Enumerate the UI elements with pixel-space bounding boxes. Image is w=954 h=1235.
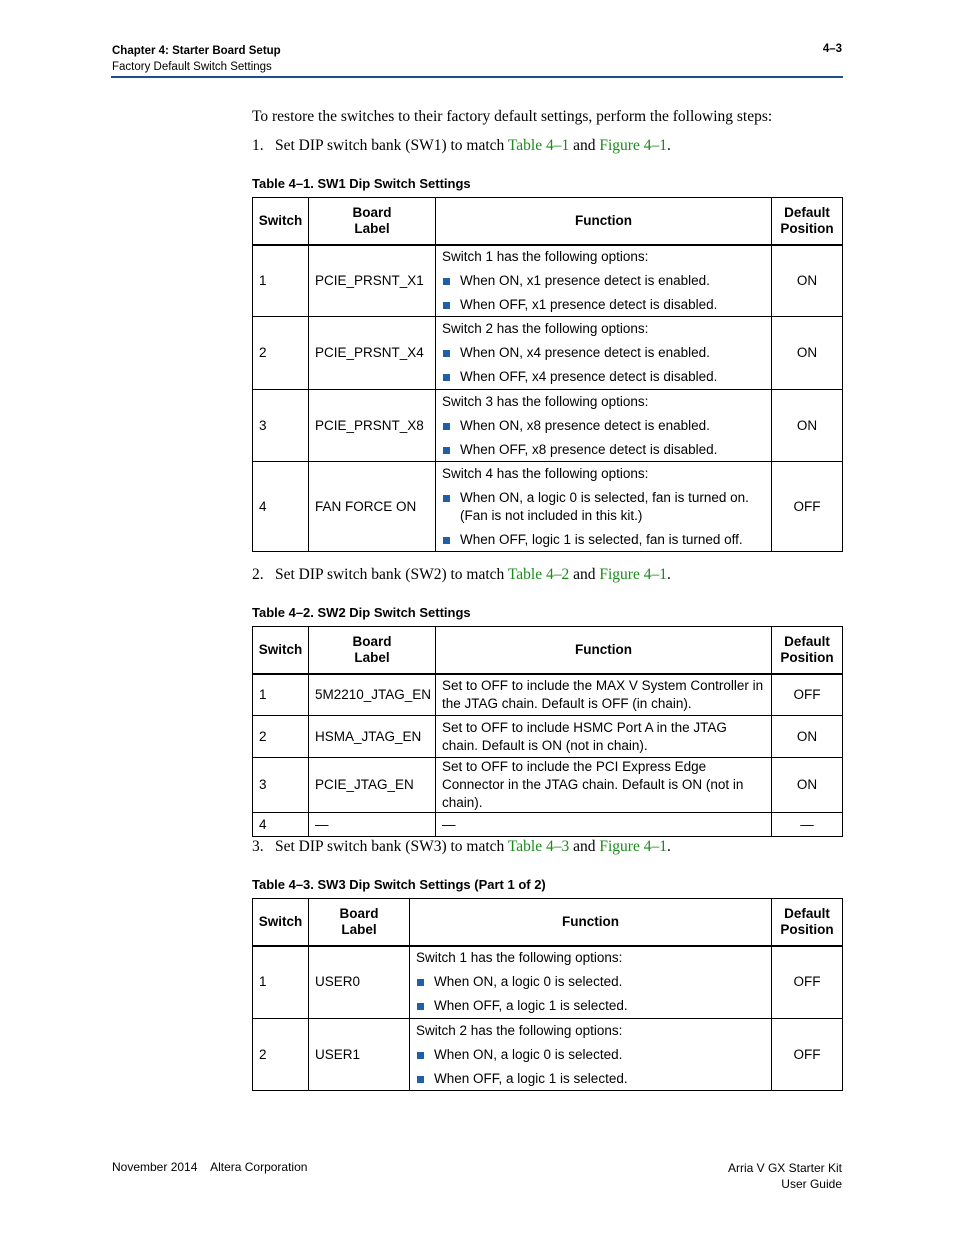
label-cell: HSMA_JTAG_EN	[309, 716, 436, 758]
bullet-square-icon	[443, 350, 450, 357]
switch-cell: 1	[253, 674, 309, 716]
footer-right	[728, 1160, 842, 1192]
table-caption: Table 4–3. SW3 Dip Switch Settings (Part 1 of 2)	[252, 877, 546, 892]
default-cell: ON	[772, 716, 843, 758]
header-rule	[111, 76, 843, 78]
figure-link[interactable]: Figure 4–1	[599, 137, 667, 154]
footer-left	[112, 1160, 317, 1174]
function-cell	[436, 462, 772, 552]
bullet-item: When OFF, x8 presence detect is disabled.	[442, 441, 765, 459]
table-row	[253, 674, 843, 716]
step-text: and	[569, 566, 600, 583]
table-row	[253, 317, 843, 390]
function-intro: Switch 2 has the following options:	[416, 1022, 623, 1038]
col-header-function: Function	[436, 627, 772, 674]
function-cell	[436, 317, 772, 390]
running-header	[112, 43, 281, 75]
section-title: Factory Default Switch Settings	[112, 61, 272, 73]
function-cell: Set to OFF to include the MAX V System Controller in the JTAG chain. Default is OFF (in chain).	[436, 674, 772, 716]
bullet-square-icon	[443, 447, 450, 454]
step-text: .	[666, 137, 671, 154]
table-link[interactable]: Table 4–2	[507, 566, 570, 583]
table-row	[253, 1019, 843, 1091]
default-cell: ON	[772, 317, 843, 390]
col-header-board-label: Board Label	[309, 627, 436, 674]
footer-product: Arria V GX Starter Kit	[727, 1161, 842, 1175]
switch-cell: 2	[253, 317, 309, 390]
label-cell: PCIE_PRSNT_X8	[309, 390, 436, 462]
table-header-row	[253, 899, 843, 946]
table-row	[253, 813, 843, 837]
table-row	[253, 462, 843, 552]
default-cell: OFF	[772, 674, 843, 716]
step-1	[252, 137, 671, 155]
step-text: Set DIP switch bank (SW2) to match	[275, 566, 508, 583]
function-cell	[410, 946, 772, 1019]
function-cell: Set to OFF to include the PCI Express Edge Connector in the JTAG chain. Default is ON (not in chain).	[436, 758, 772, 813]
bullet-square-icon	[417, 1052, 424, 1059]
col-header-board-label: Board Label	[309, 198, 436, 245]
function-cell	[436, 245, 772, 317]
table-link[interactable]: Table 4–1	[507, 137, 570, 154]
sw1-table	[252, 197, 843, 552]
function-intro: Switch 1 has the following options:	[416, 950, 623, 966]
table-link[interactable]: Table 4–3	[507, 838, 570, 855]
switch-cell: 2	[253, 716, 309, 758]
footer-doc-type: User Guide	[781, 1177, 842, 1191]
switch-cell: 3	[253, 390, 309, 462]
label-cell: PCIE_JTAG_EN	[309, 758, 436, 813]
table-row	[253, 390, 843, 462]
col-header-function: Function	[410, 899, 772, 946]
footer-date: November 2014	[112, 1160, 198, 1174]
switch-cell: 1	[253, 245, 309, 317]
function-intro: Switch 3 has the following options:	[442, 393, 649, 409]
col-header-function: Function	[436, 198, 772, 245]
label-cell: PCIE_PRSNT_X1	[309, 245, 436, 317]
function-cell: Set to OFF to include HSMC Port A in the JTAG chain. Default is ON (not in chain).	[436, 716, 772, 758]
function-intro: Switch 2 has the following options:	[442, 321, 649, 336]
step-text: .	[666, 566, 671, 583]
bullet-item: When ON, x4 presence detect is enabled.	[442, 344, 765, 362]
step-3	[252, 838, 671, 856]
col-header-default: Default Position	[772, 198, 843, 245]
function-cell: —	[436, 813, 772, 837]
bullet-item: When ON, x1 presence detect is enabled.	[442, 272, 765, 290]
table-caption: Table 4–2. SW2 Dip Switch Settings	[252, 605, 471, 620]
step-number: 3.	[252, 838, 264, 855]
bullet-item: When OFF, a logic 1 is selected.	[416, 1070, 765, 1088]
col-header-default: Default Position	[772, 627, 843, 674]
col-header-switch: Switch	[253, 198, 309, 245]
bullet-square-icon	[443, 374, 450, 381]
bullet-square-icon	[443, 537, 450, 544]
step-text: and	[569, 137, 600, 154]
table-row	[253, 946, 843, 1019]
label-cell: 5M2210_JTAG_EN	[309, 674, 436, 716]
bullet-square-icon	[443, 278, 450, 285]
default-cell: OFF	[772, 1019, 843, 1091]
bullet-item: When OFF, x1 presence detect is disabled.	[442, 296, 765, 314]
footer-company: Altera Corporation	[210, 1160, 308, 1174]
switch-cell: 3	[253, 758, 309, 813]
bullet-square-icon	[443, 423, 450, 430]
default-cell: OFF	[772, 946, 843, 1019]
step-number: 1.	[252, 137, 264, 154]
intro-paragraph: To restore the switches to their factory default settings, perform the following steps:	[252, 108, 773, 125]
function-intro: Switch 1 has the following options:	[442, 248, 649, 264]
step-text: and	[569, 838, 600, 855]
table-header-row	[253, 627, 843, 674]
label-cell: USER0	[309, 946, 410, 1019]
table-row	[253, 716, 843, 758]
function-intro: Switch 4 has the following options:	[442, 465, 649, 481]
bullet-square-icon	[443, 495, 450, 502]
chapter-title: Chapter 4: Starter Board Setup	[112, 45, 281, 57]
sw2-table	[252, 626, 843, 837]
step-2	[252, 566, 671, 584]
switch-cell: 4	[253, 462, 309, 552]
bullet-square-icon	[417, 1076, 424, 1083]
default-cell: OFF	[772, 462, 843, 552]
function-cell	[436, 390, 772, 462]
default-cell: —	[772, 813, 843, 837]
step-number: 2.	[252, 566, 264, 583]
bullet-item: When ON, a logic 0 is selected.	[416, 1046, 765, 1064]
bullet-item: When ON, a logic 0 is selected, fan is turned on. (Fan is not included in this kit.)	[442, 489, 765, 525]
switch-cell: 4	[253, 813, 309, 837]
label-cell: —	[309, 813, 436, 837]
default-cell: ON	[772, 758, 843, 813]
col-header-switch: Switch	[253, 899, 309, 946]
switch-cell: 2	[253, 1019, 309, 1091]
bullet-item: When ON, a logic 0 is selected.	[416, 973, 765, 991]
bullet-square-icon	[417, 979, 424, 986]
bullet-item: When OFF, x4 presence detect is disabled.	[442, 368, 765, 386]
sw3-table	[252, 898, 843, 1091]
default-cell: ON	[772, 390, 843, 462]
step-text: Set DIP switch bank (SW3) to match	[275, 838, 508, 855]
label-cell: PCIE_PRSNT_X4	[309, 317, 436, 390]
bullet-item: When OFF, logic 1 is selected, fan is turned off.	[442, 531, 765, 549]
default-cell: ON	[772, 245, 843, 317]
figure-link[interactable]: Figure 4–1	[599, 566, 667, 583]
table-header-row	[253, 198, 843, 245]
label-cell: USER1	[309, 1019, 410, 1091]
bullet-square-icon	[417, 1003, 424, 1010]
col-header-default: Default Position	[772, 899, 843, 946]
bullet-item: When ON, x8 presence detect is enabled.	[442, 417, 765, 435]
switch-cell: 1	[253, 946, 309, 1019]
page-number: 4–3	[822, 43, 842, 55]
col-header-board-label: Board Label	[309, 899, 410, 946]
table-caption: Table 4–1. SW1 Dip Switch Settings	[252, 176, 471, 191]
figure-link[interactable]: Figure 4–1	[599, 838, 667, 855]
bullet-square-icon	[443, 302, 450, 309]
function-cell	[410, 1019, 772, 1091]
step-text: .	[666, 838, 671, 855]
table-row	[253, 245, 843, 317]
col-header-switch: Switch	[253, 627, 309, 674]
table-row	[253, 758, 843, 813]
step-text: Set DIP switch bank (SW1) to match	[275, 137, 508, 154]
label-cell: FAN FORCE ON	[309, 462, 436, 552]
bullet-item: When OFF, a logic 1 is selected.	[416, 997, 765, 1015]
